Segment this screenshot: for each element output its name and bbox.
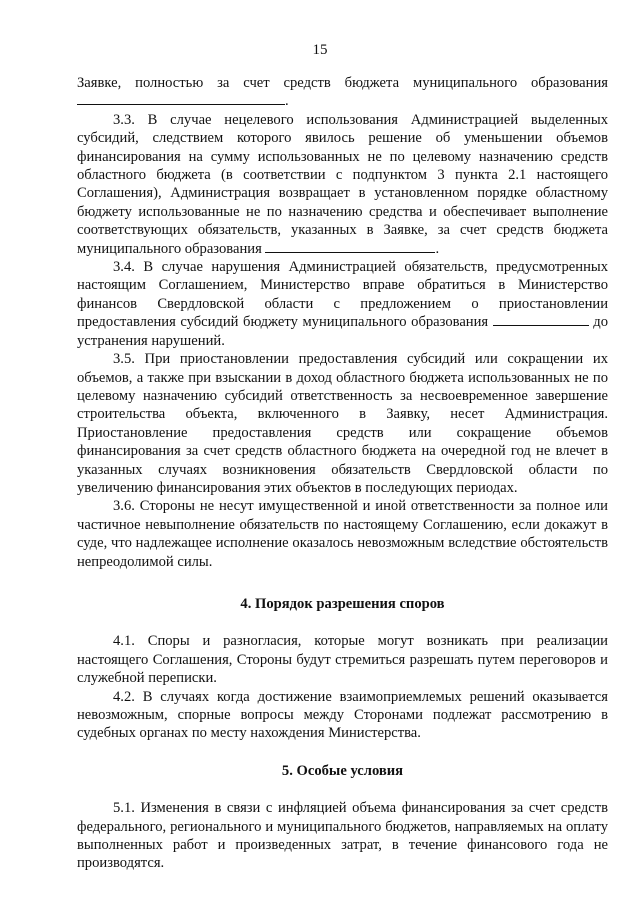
paragraph-continuation [77, 74, 608, 111]
clause-5-1: 5.1. Изменения в связи с инфляцией объема финансирования за счет средств федерального, регионального и муниципального бюджетов, направляемых на оплату выполненных работ и произведенных затрат, в течение финансового года не производятся. [77, 800, 608, 872]
document-body [77, 74, 608, 873]
clause-3-3-tail: . [435, 240, 440, 257]
clause-4-2: 4.2. В случаях когда достижение взаимоприемлемых решений оказывается невозможным, спорные вопросы между Сторонами подлежат рассмотрению в судебных органах по месту нахождения Министерства. [77, 688, 608, 742]
section-heading-5: 5. Особые условия [281, 762, 404, 779]
clause-3-3 [77, 111, 608, 258]
clause-3-4 [77, 258, 608, 350]
page-number: 15 [312, 42, 328, 58]
clause-4-1: 4.1. Споры и разногласия, которые могут возникать при реализации настоящего Соглашения, Стороны будут стремиться разрешать путем переговоров и служебной переписки. [77, 633, 608, 687]
blank-field [77, 92, 285, 105]
blank-field [493, 313, 589, 326]
clause-3-4-text: 3.4. В случае нарушения Администрацией обязательств, предусмотренных настоящим Соглашением, Министерство вправе обратиться в Министерство финансов Свердловской области с предложением о приостановлении предоставления субсидий бюджету муниципального образования [77, 259, 608, 331]
paragraph-continuation-tail: . [285, 93, 289, 110]
clause-3-5: 3.5. При приостановлении предоставления субсидий или сокращении их объемов, а также при взыскании в доход областного бюджета использованных не по целевому назначению субсидий ответственность за несвоевременное завершение строительства объекта, включенного в Заявку, несет Администрация. Приостановление предоставления средств или сокращение объемов финансирования за счет средств областного бюджета на очередной год не влечет в указанных случаях возникновения обязательств Свердловской области по увеличению финансирования этих объектов в последующих периодах. [77, 351, 608, 496]
paragraph-continuation-text: Заявке, полностью за счет средств бюджета муниципального образования [77, 75, 608, 91]
clause-3-4-tail: до устранения нарушений. [77, 314, 608, 349]
blank-field [265, 240, 435, 253]
clause-3-6: 3.6. Стороны не несут имущественной и иной ответственности за полное или частичное невыполнение обязательств по настоящему Соглашению, если докажут в суде, что надлежащее исполнение оказалось невозможным вследствие обстоятельств непреодолимой силы. [77, 498, 608, 570]
clause-3-3-text: 3.3. В случае нецелевого использования Администрацией выделенных субсидий, следствием которого явилось решение об уменьшении объемов финансирования на сумму использованных не по целевому назначению средств областного бюджета (в соответствии с подпунктом 3 пункта 2.1 настоящего Соглашения), Администрация возвращает в установленном порядке областному бюджету использованные не по назначению средства и обеспечивает выполнение соответствующих обязательств, указанных в Заявке, за счет средств бюджета муниципального образования [77, 111, 608, 257]
section-heading-4: 4. Порядок разрешения споров [240, 595, 445, 612]
